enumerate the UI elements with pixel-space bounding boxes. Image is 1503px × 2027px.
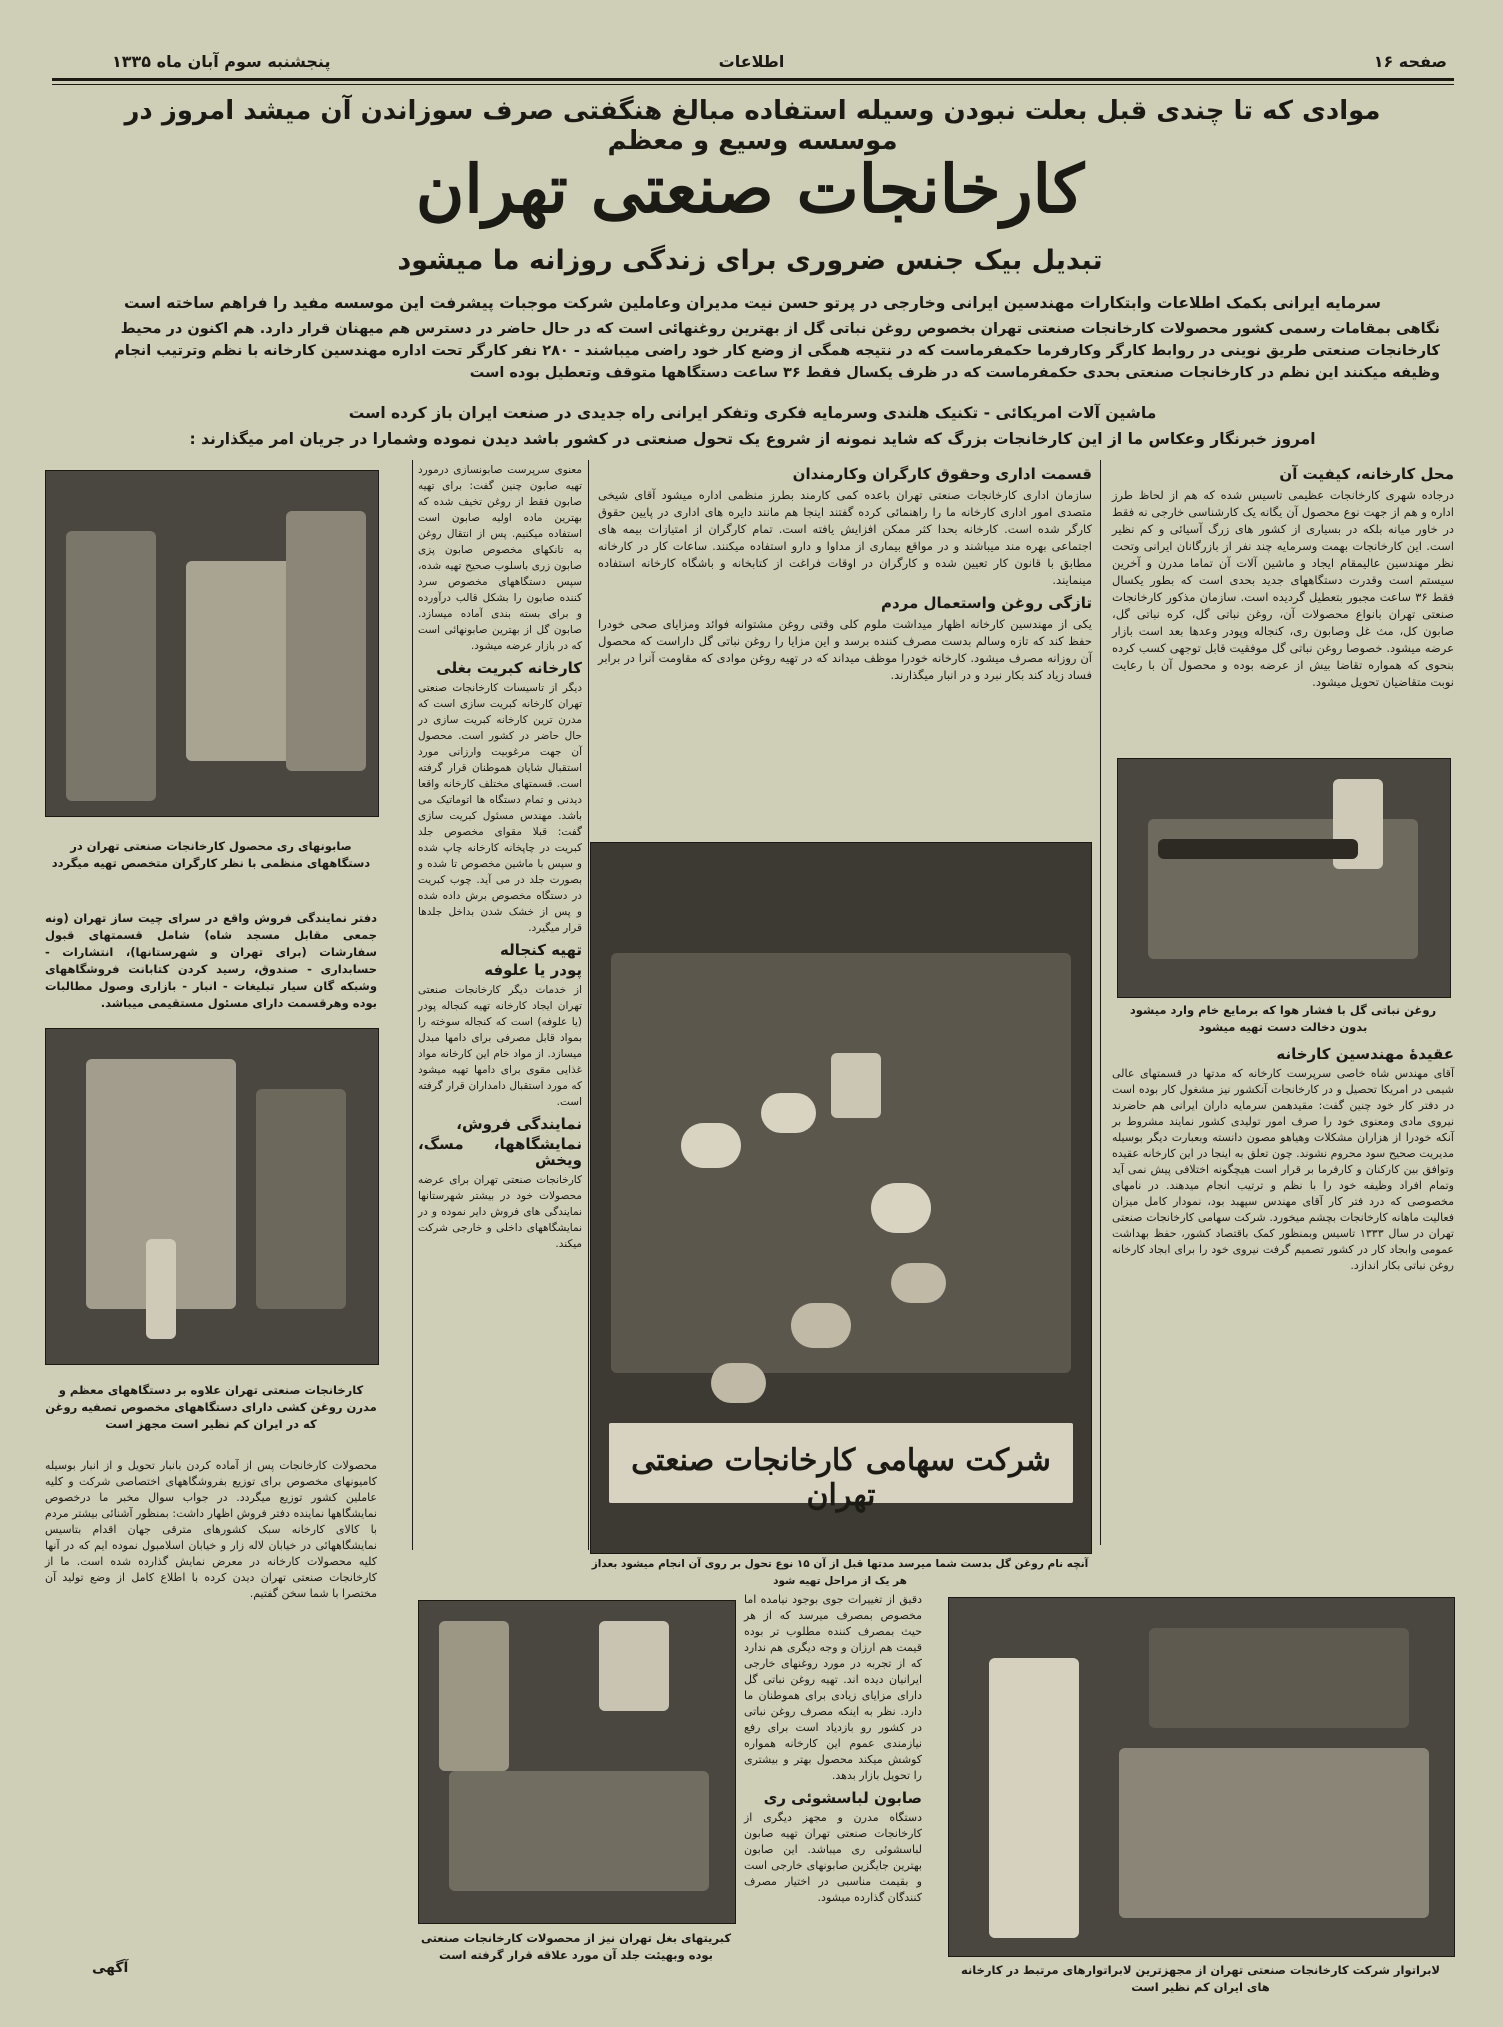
page-number: صفحه ۱۶ xyxy=(1373,52,1447,71)
paragraph: محصولات کارخانجات پس از آماده کردن بانبار تحویل و از انبار بوسیله کامیونهای مخصوص برای توزیع بفروشگاههای اختصاصی شرکت و کلیه عاملین کشور توزیع میگردد. در جواب سوال مخبر ما درخصوص نمایشگاهها نماینده دفتر فروش اظهار داشت: بمنظور آشنائی بیشتر مردم با کالای کارخانه سبک کشورهای مترقی جهان اقدام بتاسیس نمایشگاههائی در خیابان لاله زار و خیابان اسلامبول نموده ایم که در آنها کلیه محصولات کارخانه در معرض نمایش گذارده شده است. ما از کارخانجات صنعتی تهران دیدن کرده با اطلاع کامل از وضع تولید آن مختصرا با شما سخن گفتیم. xyxy=(45,1459,377,1600)
column-2 xyxy=(598,462,1092,690)
column-1 xyxy=(1112,462,1454,697)
photo-soap-workers xyxy=(45,470,379,817)
column-divider xyxy=(588,460,589,1550)
section-heading: تازگی روغن واستعمال مردم xyxy=(881,594,1092,612)
header-rule-top xyxy=(52,78,1454,81)
intro-line-4: امروز خبرنگار وعکاس ما از این کارخانجات بزرگ که شاید نمونه از شروع یک تحول صنعتی در کشور باشد دیدن نموده وشمارا در جریان امر میگذارند : xyxy=(189,430,1316,448)
column-1-part-2 xyxy=(1112,1042,1454,1280)
paragraph: دیگر از تاسیسات کارخانجات صنعتی تهران کارخانه کبریت سازی است که مدرن ترین کارخانه کبریت سازی در حال حاضر در کشور است. محصول آن جهت مرغوبیت وارزانی مورد استقبال شایان هموطنان قرار گرفته است. قسمتهای مختلف کارخانه واقعا دیدنی و تمام دستگاه ها اتوماتیک می باشد. مهندس مسئول کبریت سازی گفت: قبلا مقوای مخصوص جلد کبریت در چاپخانه کارخانه چاپ شده و سپس با ماشین مخصوص تا شده و بصورت جلد در می آید. چوب کبریت در دستگاه مخصوص برش داده شده و پس از خشک شدن بداخل جلدها قرار میگیرد. xyxy=(418,682,582,934)
paragraph: دقیق از تغییرات جوی بوجود نیامده اما مخصوص بمصرف میرسد که از هر حیث بمصرف کننده مطلوب تر بوده قیمت هم ارزان و وجه دیگری هم ندارد که از تجربه در مورد روغنهای خارجی ایرانیان دیده اند. تهیه روغن نباتی گل دارای مزایای زیادی برای هموطنان ما دارد. نظر به اینکه مصرف روغن نباتی در کشور رو بازدیاد است برای رفع نیازمندی عموم این کارخانه همواره کوشش میکند محصول بهتر و بیشتری را تحویل بازار بدهد. xyxy=(744,1593,922,1782)
paragraph: درجاده شهری کارخانجات عظیمی تاسیس شده که هم از لحاظ طرز اداره و هم از جهت نوع محصول آن یگانه یک کارشناسی خارجی نه فقط در خاور میانه بلکه در بسیاری از کشور های زرگ آسیائی و کم نظیر است. این کارخانجات بهمت وسرمایه چند نفر از بازرگانان ایرانی وتحت نظر مهندسین عالیمقام ایجاد و ماشین آلات آن تماما مدرن و آخرین سیستم است وقدرت دستگاههای جدید بحدی است که بطور یکسال فقط ۳۶ ساعت مجبور بتعطیل گردیده است. سازمان مذکور کارخانجات صنعتی تهران بانواع محصولات آن، روغن نباتی گل، کره نباتی گل، صابون کل، مث غل وصابون ری، کنجاله وپودر وعدها بعد است بازار عرضه میشود. خصوصا روغن نباتی گل موفقیت قابل توجهی کسب کرده بنحوی که همواره تقاضا بیش از عرضه بوده و محصول آن با رعایت نوبت متقاضیان تحویل میشود. xyxy=(1112,488,1454,689)
section-heading: کارخانه کبریت بغلی xyxy=(436,659,582,677)
section-heading: عقیدهٔ مهندسین کارخانه xyxy=(1276,1045,1454,1063)
paragraph: معنوی سرپرست صابونسازی درمورد تهیه صابون چنین گفت: برای تهیه صابون فقط از روغن تخیف شده که بهترین ماده اولیه صابون است استفاده میکنیم. پس از انتقال روغن به تانکهای مخصوص صابون پزی صابون زری باسلوب صحیح تهیه شده، سپس دستگاههای مخصوص سرد کننده صابون را بشکل قالب درآورده و برای بسته بندی آماده میسازد. صابون گل از بهترین صابونهائی است که در بازار عرضه میشود. xyxy=(418,464,582,652)
column-3 xyxy=(418,462,582,1258)
column-divider xyxy=(412,460,413,1550)
section-heading: نمایندگی فروش، xyxy=(456,1115,582,1133)
photo-caption: لابراتوار شرکت کارخانجات صنعتی تهران از مجهزترین لابراتوارهای مرتبط در کارخانه های ایران کم نظیر است xyxy=(961,1963,1440,1994)
photo-caption: روغن نباتی گل با فشار هوا که برمایع خام وارد میشود بدون دخالت دست تهیه میشود xyxy=(1129,1003,1437,1034)
paragraph: کارخانجات صنعتی تهران برای عرضه محصولات خود در بیشتر شهرستانها نمایندگی های فروش دایر نموده و در نمایشگاههای داخلی و خارجی شرکت میکند. xyxy=(418,1174,582,1250)
paragraph: یکی از مهندسین کارخانه اظهار میداشت ملوم کلی وقتی روغن مشتوانه فوائد ومزایای صحی خودرا حفظ کند که تازه وسالم بدست مصرف کننده برسد و این مزایا را روغن نباتی گل داراست که محصول آن روزانه مصرف میشود. کارخانه خودرا موظف میداند که در تهیه روغن موادی که مقاومت آنرا در برابر فساد زیاد کند بکار نبرد و در انبار میگذارند. xyxy=(598,617,1092,682)
subheadline: تبدیل بیک جنس ضروری برای زندگی روزانه ما میشود xyxy=(397,245,1103,276)
column-divider xyxy=(1100,460,1101,1545)
paragraph: دفتر نمایندگی فروش واقع در سرای چیت ساز تهران (ونه جمعی مقابل مسجد شاه) شامل قسمتهای قبول سفارشات (برای تهران و شهرستانها)، انتشارات - حسابداری - صندوق، رسید کردن کتابانت فروشگاههای وشبکه گان سیار تبلیغات - انبار - بازاری وصول مطالبات بوده وهرقسمت دارای مسئول مستقیمی میباشد. xyxy=(45,911,377,1010)
photo-matchbox-factory xyxy=(418,1600,736,1924)
section-heading: محل کارخانه، کیفیت آن xyxy=(1279,465,1454,483)
photo-oil-machine xyxy=(1117,758,1451,998)
section-heading: نمایشگاهها، مسگ، ویخش xyxy=(418,1135,582,1169)
photo-caption: صابونهای ری محصول کارخانجات صنعتی تهران در دستگاههای منظمی با نظر کارگران متخصص تهیه میگردد xyxy=(51,839,371,870)
intro-line-3: ماشین آلات امریکائی - تکنیک هلندی وسرمایه فکری وتفکر ایرانی راه جدیدی در صنعت ایران باز کرده است xyxy=(348,404,1157,422)
photo-caption: کبریتهای بغل تهران نیز از محصولات کارخانجات صنعتی بوده وبهیئت جلد آن مورد علاقه قرار گرفته است xyxy=(420,1931,732,1962)
header-rule-bottom xyxy=(52,84,1454,85)
intro-line-1: سرمایه ایرانی بکمک اطلاعات وابتکارات مهندسین ایرانی وخارجی در پرتو حسن نیت مدیران وعاملین شرکت موجبات پیشرفت این موسسه مفید را فراهم ساخته است xyxy=(123,294,1382,312)
photo-product-display xyxy=(590,842,1092,1554)
photo-caption: کارخانجات صنعتی تهران علاوه بر دستگاههای معظم و مدرن روغن کشی دارای دستگاههای مخصوص تصفیه روغن که در ایران کم نظیر است مجهز است xyxy=(45,1383,377,1431)
section-heading: صابون لباسشوئی ری xyxy=(763,1789,922,1807)
paragraph: آقای مهندس شاه خاصی سرپرست کارخانه که مدتها در قسمتهای عالی شیمی در امریکا تحصیل و در کارخانجات آنکشور نیز مشغول کار بوده است در دفتر کار خود چنین گفت: مقیدهمن سرمایه داران ایرانی هم حاضرند نیروی مادی ومعنوی خود را صرف امور تولیدی کشور نمایند مشروط بر آنکه خودرا از هزاران مشکلات وهیاهو مصون دانسته وبعبارت دیگر بوسیله مدیریت صحیح سود محروم نشوند. چون تعلق به اینجا در این کارخانه عقیده وتوافق بین کارکنان و کارفرما بر قرار است هیچگونه اختلافی پیش نمی آید وتمام افراد وظیفه خود را با نظم و ترتیب انجام میدهند. در نامهای مخصوصی که درد فتر کار آقای مهندس سپهبد بود، نمودار کامل میزان فعالیت ماهانه کارخانجات بچشم میخورد. شرکت سهامی کارخانجات صنعتی تهران در سال ۱۳۳۳ تاسیس وبمنظور کمک باقتصاد کشور، حفظ بهداشت عمومی وابجاد کار در کشور تصمیم گرفت نیروی خود را برای ابجاد کارخانه روغن نباتی بکار اندازد. xyxy=(1112,1067,1454,1272)
bottom-column-middle xyxy=(744,1592,922,1912)
issue-date: پنجشنبه سوم آبان ماه ۱۳۳۵ xyxy=(112,52,331,71)
intro-line-2: نگاهی بمقامات رسمی کشور محصولات کارخانجات صنعتی تهران بخصوص روغن نباتی گل از بهترین روغنهائی است که در حال حاضر در دسترس هم میهنان قرار دارد. هم اکنون در محیط کارخانجات صنعتی طریق نوینی در روابط کارگر وکارفرما حکمفرماست که در نتیجه همگی از وضع کار خود راضی میباشند - ۲۸۰ نفر کارگر تحت اداره مهندسین کارخانه با نظم وترتیب انجام وظیفه میکنند این نظم در کارخانجات صنعتی بحدی حکمفرماست که در ظرف یکسال فقط ۳۶ ساعت دستگاهها متوقف وتعطیل بوده است xyxy=(114,321,1440,381)
column-4-text-2 xyxy=(45,1458,377,1608)
headline: کارخانجات صنعتی تهران xyxy=(415,150,1085,228)
paragraph: از خدمات دیگر کارخانجات صنعتی تهران ایجاد کارخانه تهیه کنجاله پودر (یا علوفه) است که کنجاله سوخته را بمواد قابل مصرفی برای دامها مبدل میسازد. از مواد خام این کارخانه مواد غذایی مقوی برای دامها تهیه میشود که مورد استقبال دامداران قرار گرفته است. xyxy=(418,984,582,1108)
kicker: موادی که تا چندی قبل بعلت نبودن وسیله استفاده مبالغ هنگفتی صرف سوزاندن آن میشد امروز در موسسه وسیع و معظم xyxy=(124,96,1381,156)
section-heading: تهیه کنجاله xyxy=(500,941,582,959)
paragraph: دستگاه مدرن و مجهز دیگری از کارخانجات صنعتی تهران تهیه صابون لباسشوئی ری میباشد. این صابون بهترین جایگزین صابونهای خارجی است و بقیمت مناسبی در اختیار مصرف کنندگان گذارده میشود. xyxy=(744,1811,922,1904)
photo-refinery xyxy=(45,1028,379,1365)
footer-mark: آگهی xyxy=(92,1960,129,1976)
section-heading: قسمت اداری وحقوق کارگران وکارمندان xyxy=(792,465,1092,483)
photo-laboratory xyxy=(948,1597,1455,1957)
photo-caption: آنچه نام روغن گل بدست شما میرسد مدتها قبل از آن ۱۵ نوع تحول بر روی آن انجام میشود بعداز هر یک از مراحل تهیه شود xyxy=(591,1558,1089,1587)
section-heading: پودر یا علوفه xyxy=(484,961,582,979)
paragraph: سازمان اداری کارخانجات صنعتی تهران باعده کمی کارمند بطرز منظمی اداره میشود آقای شیخی متصدی امور اداری کارخانه ما را راهنمائی کرده گفتند اینجا هم مانند دایره های اداری در پایین حقوق کارگر شده است. کارخانه بحدا کثر ممکن افزایش یافته است. تمام کارگران از امتیازات بیمه های اجتماعی بهره مند میباشند و در مواقع بیماری از مداوا و دارو استفاده میکنند. ساعات کار در کارخانه مطابق با قانون کار تعیین شده و کارگران در اوقات فراغت از کتابخانه و باشگاه کارخانه استفاده مینمایند. xyxy=(598,488,1092,587)
display-sign: شرکت سهامی کارخانجات صنعتی تهران xyxy=(631,1443,1051,1513)
newspaper-name: اطلاعات xyxy=(718,52,785,71)
column-4-text-1 xyxy=(45,910,377,1018)
